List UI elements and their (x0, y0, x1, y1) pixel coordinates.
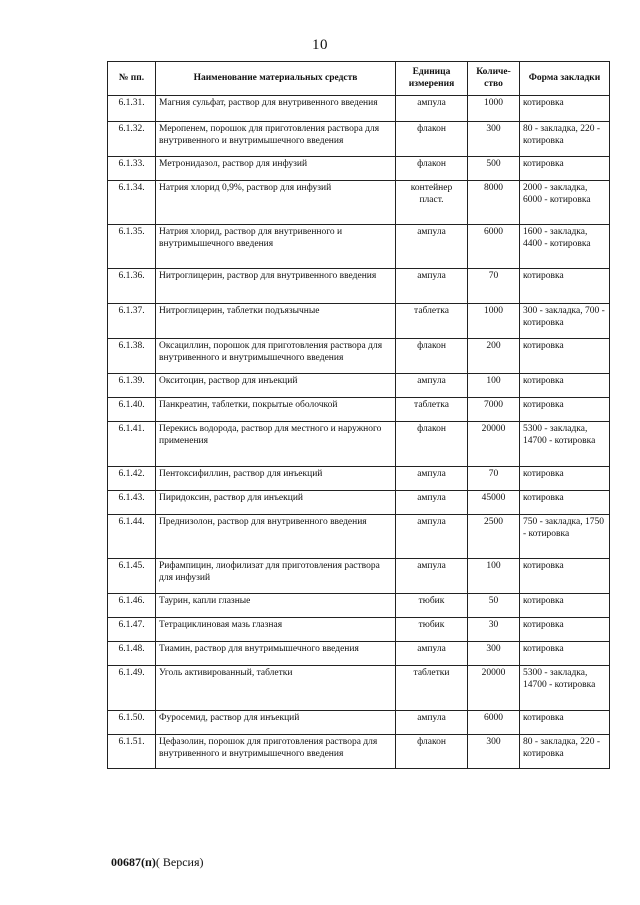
cell-form: 80 - закладка, 220 - котировка (520, 735, 610, 769)
cell-name: Натрия хлорид 0,9%, раствор для инфузий (156, 181, 396, 225)
table-body (108, 96, 610, 769)
cell-unit: таблетка (396, 398, 468, 422)
cell-form: 2000 - закладка, 6000 - котировка (520, 181, 610, 225)
cell-name: Нитроглицерин, раствор для внутривенного введения (156, 269, 396, 304)
cell-num: 6.1.31. (108, 96, 156, 122)
cell-qty: 300 (468, 122, 520, 157)
cell-num: 6.1.46. (108, 594, 156, 618)
cell-num: 6.1.38. (108, 339, 156, 374)
cell-name: Панкреатин, таблетки, покрытые оболочкой (156, 398, 396, 422)
cell-qty: 6000 (468, 225, 520, 269)
version-label: ( Версия) (155, 855, 204, 869)
cell-qty: 70 (468, 467, 520, 491)
cell-qty: 200 (468, 339, 520, 374)
cell-form: котировка (520, 559, 610, 594)
cell-num: 6.1.48. (108, 642, 156, 666)
cell-unit: ампула (396, 225, 468, 269)
cell-qty: 1000 (468, 304, 520, 339)
document-version (111, 855, 204, 870)
table-row (108, 96, 610, 122)
cell-unit: ампула (396, 467, 468, 491)
cell-unit: ампула (396, 711, 468, 735)
cell-name: Натрия хлорид, раствор для внутривенного и внутримышечного введения (156, 225, 396, 269)
header-form: Форма закладки (520, 62, 610, 96)
table-row (108, 467, 610, 491)
cell-unit: флакон (396, 339, 468, 374)
cell-name: Магния сульфат, раствор для внутривенного введения (156, 96, 396, 122)
cell-qty: 20000 (468, 422, 520, 467)
document-code: 00687(п) (111, 855, 156, 869)
table-row (108, 398, 610, 422)
cell-form: котировка (520, 594, 610, 618)
cell-unit: ампула (396, 96, 468, 122)
header-num: № пп. (108, 62, 156, 96)
table-header-row (108, 62, 610, 96)
table-row (108, 666, 610, 711)
cell-num: 6.1.45. (108, 559, 156, 594)
cell-name: Тиамин, раствор для внутримышечного введения (156, 642, 396, 666)
cell-num: 6.1.36. (108, 269, 156, 304)
cell-num: 6.1.50. (108, 711, 156, 735)
table-row (108, 181, 610, 225)
table-row (108, 304, 610, 339)
cell-qty: 2500 (468, 515, 520, 559)
cell-form: котировка (520, 96, 610, 122)
cell-form: котировка (520, 339, 610, 374)
cell-name: Рифампицин, лиофилизат для приготовления раствора для инфузий (156, 559, 396, 594)
cell-qty: 300 (468, 642, 520, 666)
cell-name: Тетрациклиновая мазь глазная (156, 618, 396, 642)
cell-form: котировка (520, 269, 610, 304)
cell-name: Пентоксифиллин, раствор для инъекций (156, 467, 396, 491)
cell-qty: 20000 (468, 666, 520, 711)
cell-unit: флакон (396, 735, 468, 769)
cell-unit: ампула (396, 515, 468, 559)
cell-unit: таблетка (396, 304, 468, 339)
table-row (108, 711, 610, 735)
cell-unit: флакон (396, 122, 468, 157)
cell-qty: 7000 (468, 398, 520, 422)
cell-name: Оксациллин, порошок для приготовления раствора для внутривенного и внутримышечного введения (156, 339, 396, 374)
cell-form: 80 - закладка, 220 - котировка (520, 122, 610, 157)
table-row (108, 225, 610, 269)
cell-num: 6.1.49. (108, 666, 156, 711)
cell-num: 6.1.41. (108, 422, 156, 467)
table-row (108, 515, 610, 559)
table-row (108, 422, 610, 467)
cell-unit: таблетки (396, 666, 468, 711)
table-row (108, 269, 610, 304)
cell-name: Фуросемид, раствор для инъекций (156, 711, 396, 735)
cell-num: 6.1.40. (108, 398, 156, 422)
cell-name: Меропенем, порошок для приготовления раствора для внутривенного и внутримышечного введения (156, 122, 396, 157)
cell-name: Преднизолон, раствор для внутривенного введения (156, 515, 396, 559)
cell-name: Пиридоксин, раствор для инъекций (156, 491, 396, 515)
cell-num: 6.1.37. (108, 304, 156, 339)
cell-form: котировка (520, 157, 610, 181)
header-unit: Единица измерения (396, 62, 468, 96)
cell-num: 6.1.43. (108, 491, 156, 515)
table-row (108, 559, 610, 594)
cell-unit: тюбик (396, 594, 468, 618)
materials-table (107, 61, 610, 769)
cell-unit: ампула (396, 491, 468, 515)
cell-form: котировка (520, 398, 610, 422)
table-row (108, 374, 610, 398)
cell-num: 6.1.39. (108, 374, 156, 398)
cell-form: 1600 - закладка, 4400 - котировка (520, 225, 610, 269)
cell-form: котировка (520, 711, 610, 735)
table-row (108, 642, 610, 666)
cell-form: 750 - закладка, 1750 - котировка (520, 515, 610, 559)
header-name: Наименование материальных средств (156, 62, 396, 96)
cell-name: Цефазолин, порошок для приготовления раствора для внутривенного и внутримышечного введения (156, 735, 396, 769)
table-row (108, 594, 610, 618)
cell-form: котировка (520, 642, 610, 666)
cell-qty: 70 (468, 269, 520, 304)
cell-qty: 50 (468, 594, 520, 618)
cell-form: 5300 - закладка, 14700 - котировка (520, 666, 610, 711)
header-qty: Количе-ство (468, 62, 520, 96)
table-row (108, 618, 610, 642)
cell-qty: 300 (468, 735, 520, 769)
cell-name: Таурин, капли глазные (156, 594, 396, 618)
cell-num: 6.1.42. (108, 467, 156, 491)
cell-qty: 8000 (468, 181, 520, 225)
cell-form: котировка (520, 491, 610, 515)
cell-num: 6.1.51. (108, 735, 156, 769)
cell-num: 6.1.35. (108, 225, 156, 269)
cell-unit: флакон (396, 157, 468, 181)
cell-unit: тюбик (396, 618, 468, 642)
cell-num: 6.1.44. (108, 515, 156, 559)
cell-qty: 500 (468, 157, 520, 181)
table-row (108, 122, 610, 157)
cell-name: Метронидазол, раствор для инфузий (156, 157, 396, 181)
cell-qty: 6000 (468, 711, 520, 735)
cell-form: 5300 - закладка, 14700 - котировка (520, 422, 610, 467)
cell-form: котировка (520, 374, 610, 398)
cell-num: 6.1.32. (108, 122, 156, 157)
cell-qty: 30 (468, 618, 520, 642)
page-number: 10 (312, 37, 328, 53)
cell-name: Перекись водорода, раствор для местного и наружного применения (156, 422, 396, 467)
table-row (108, 735, 610, 769)
cell-unit: контейнер пласт. (396, 181, 468, 225)
table-row (108, 157, 610, 181)
cell-name: Уголь активированный, таблетки (156, 666, 396, 711)
cell-unit: ампула (396, 269, 468, 304)
cell-num: 6.1.33. (108, 157, 156, 181)
cell-name: Окситоцин, раствор для инъекций (156, 374, 396, 398)
cell-qty: 100 (468, 559, 520, 594)
cell-unit: флакон (396, 422, 468, 467)
cell-qty: 45000 (468, 491, 520, 515)
cell-unit: ампула (396, 559, 468, 594)
cell-form: котировка (520, 467, 610, 491)
cell-form: котировка (520, 618, 610, 642)
cell-form: 300 - закладка, 700 - котировка (520, 304, 610, 339)
cell-num: 6.1.34. (108, 181, 156, 225)
cell-name: Нитроглицерин, таблетки подъязычные (156, 304, 396, 339)
table-row (108, 491, 610, 515)
cell-qty: 1000 (468, 96, 520, 122)
cell-qty: 100 (468, 374, 520, 398)
cell-unit: ампула (396, 642, 468, 666)
table-row (108, 339, 610, 374)
cell-num: 6.1.47. (108, 618, 156, 642)
cell-unit: ампула (396, 374, 468, 398)
